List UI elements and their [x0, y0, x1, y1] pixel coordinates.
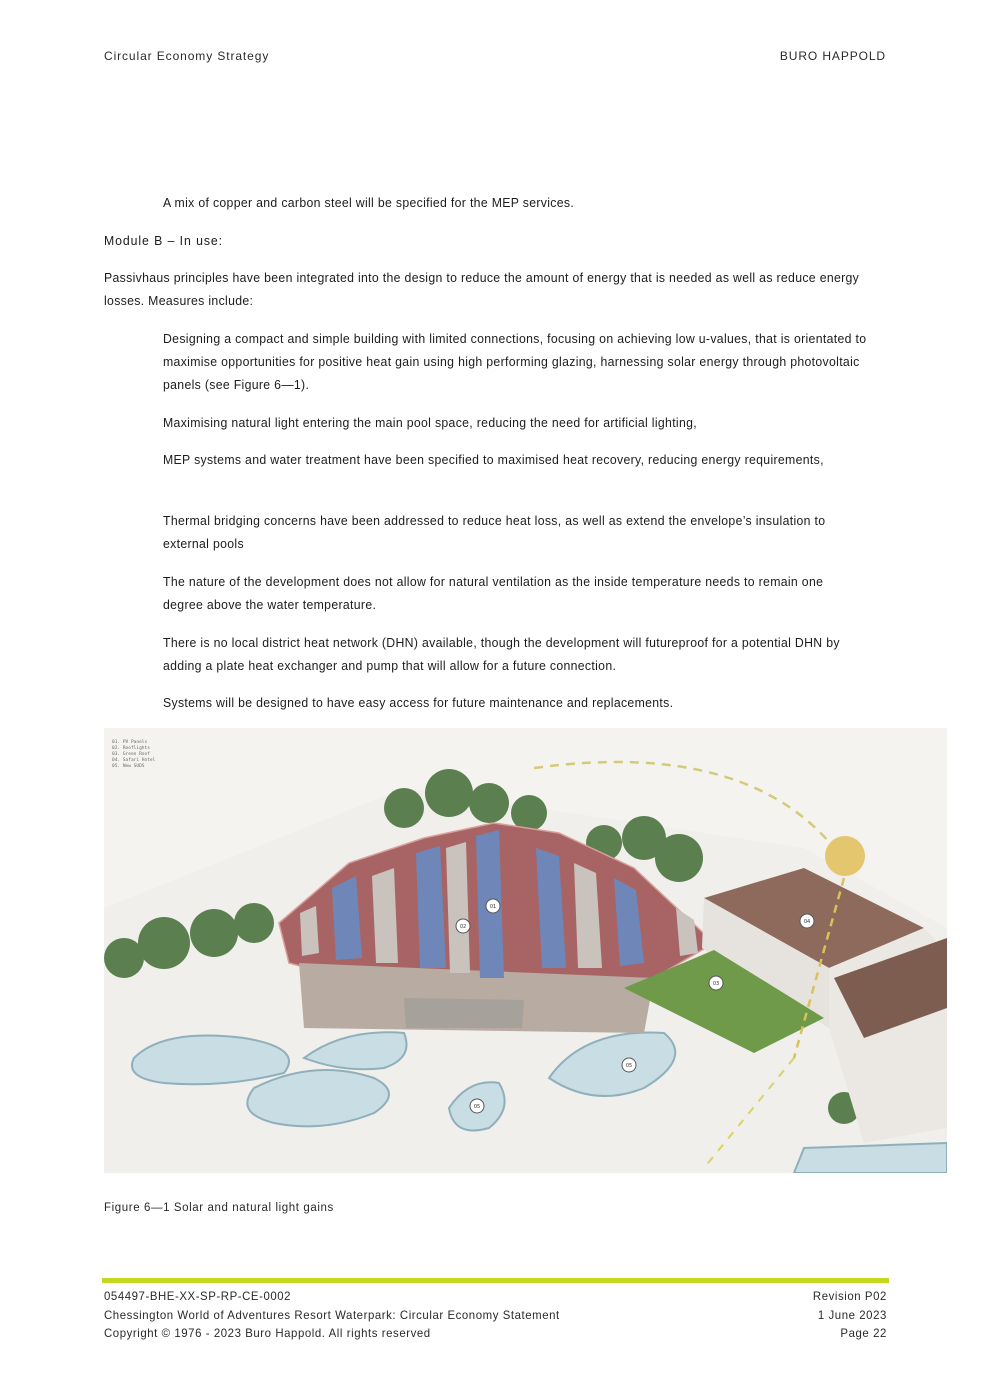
footer-rule	[102, 1278, 889, 1283]
tree	[104, 938, 144, 978]
sun-icon	[825, 836, 865, 876]
measure-item: MEP systems and water treatment have been specified to maximised heat recovery, reducing energy requirements,	[163, 452, 824, 467]
svg-text:05: 05	[473, 1104, 481, 1110]
figure-caption: Figure 6—1 Solar and natural light gains	[104, 1202, 334, 1214]
revision: Revision P02	[812, 1289, 887, 1303]
measure-item: Maximising natural light entering the main pool space, reducing the need for artificial lighting,	[163, 415, 698, 430]
rooflight	[446, 842, 470, 973]
document-reference: 054497-BHE-XX-SP-RP-CE-0002	[104, 1289, 292, 1303]
footer-right	[813, 1287, 887, 1343]
tree	[384, 788, 424, 828]
rooflight	[372, 868, 398, 963]
measure-item: Thermal bridging concerns have been addressed to reduce heat loss, as well as extend the envelope’s insulation to external pools	[163, 513, 826, 551]
measure-item: There is no local district heat network (DHN) available, though the development will futureproof for a potential DHN by adding a plate heat exchanger and pump that will allow for a future connection.	[163, 635, 840, 673]
footer-left	[104, 1287, 560, 1343]
svg-text:01: 01	[489, 904, 497, 910]
legend-item: 02. Rooflights	[112, 746, 150, 751]
paragraph-passivhaus-intro: Passivhaus principles have been integrated into the design to reduce the amount of energy that is needed as well as reduce energy losses. Measures include:	[104, 270, 860, 308]
marker-05b	[470, 1099, 484, 1113]
tree	[469, 783, 509, 823]
running-header-title: Circular Economy Strategy	[104, 49, 270, 63]
measure-item: Systems will be designed to have easy access for future maintenance and replacements.	[163, 695, 674, 710]
marker-03	[709, 976, 723, 990]
figure-legend	[112, 740, 155, 770]
issue-date: 1 June 2023	[817, 1307, 887, 1322]
running-header-company: BURO HAPPOLD	[779, 49, 886, 63]
copyright-notice: Copyright © 1976 - 2023 Buro Happold. All rights reserved	[104, 1326, 431, 1340]
svg-text:02: 02	[459, 924, 467, 930]
hotel-pool	[794, 1143, 947, 1173]
legend-item: 01. PV Panels	[112, 740, 148, 745]
marker-01	[486, 899, 500, 913]
tree	[511, 795, 547, 831]
svg-text:05: 05	[625, 1063, 633, 1069]
legend-item: 04. Safari Hotel	[112, 758, 156, 763]
svg-text:04: 04	[803, 919, 811, 925]
site-illustration	[104, 728, 947, 1173]
legend-item: 05. New SUDS	[112, 764, 145, 769]
rooflight	[300, 906, 319, 956]
svg-text:03: 03	[712, 981, 720, 987]
module-b-heading: Module B – In use:	[104, 233, 224, 248]
tree	[138, 917, 190, 969]
tree	[425, 769, 473, 817]
tree	[655, 834, 703, 882]
marker-05	[622, 1058, 636, 1072]
document-title: Chessington World of Adventures Resort Waterpark: Circular Economy Statement	[104, 1307, 560, 1322]
measure-item: The nature of the development does not allow for natural ventilation as the inside temperature needs to remain one degree above the water temperature.	[163, 574, 824, 612]
paragraph-mep-materials: A mix of copper and carbon steel will be specified for the MEP services.	[163, 195, 575, 210]
marker-04	[800, 914, 814, 928]
tree	[234, 903, 274, 943]
page-number: Page 22	[840, 1326, 887, 1340]
marker-02	[456, 919, 470, 933]
tree	[190, 909, 238, 957]
legend-item: 03. Green Roof	[112, 752, 150, 757]
measure-item: Designing a compact and simple building with limited connections, focusing on achieving low u-values, that is orientated to maximise opportunities for positive heat gain using high performing glazing, harnessing solar energy through photovoltaic panels (see Figure 6—1).	[163, 331, 867, 392]
